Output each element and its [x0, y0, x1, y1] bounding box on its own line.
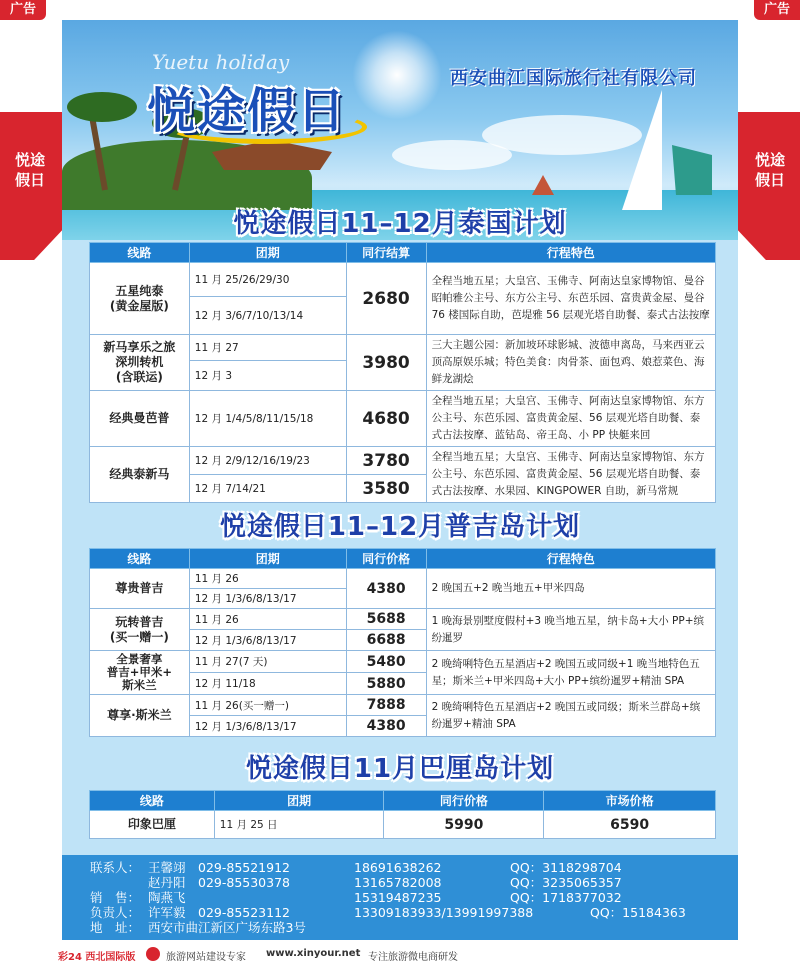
route-name: 印象巴厘	[90, 811, 215, 839]
ad-label-right: 广告	[754, 0, 800, 20]
table-header: 市场价格	[544, 791, 716, 811]
departure-dates: 12 月 1/4/5/8/11/15/18	[189, 391, 346, 447]
table-row	[90, 569, 716, 589]
departure-dates: 12 月 11/18	[189, 673, 346, 695]
ribbon-text-left: 悦途假日	[14, 151, 45, 189]
contact-name: 许军毅	[148, 905, 186, 920]
table-row	[90, 811, 716, 839]
departure-dates: 12 月 3/6/7/10/13/14	[189, 297, 346, 335]
table-header: 行程特色	[426, 549, 715, 569]
table-row	[90, 391, 716, 447]
contact-tel: 029-85530378	[198, 875, 290, 890]
price: 5990	[384, 811, 544, 839]
price: 3580	[346, 475, 426, 503]
table-header: 团期	[214, 791, 384, 811]
page-number: 彩24 西北国际版	[58, 952, 136, 963]
departure-dates: 11 月 26(买一赠一)	[189, 695, 346, 716]
itinerary-features: 三大主题公园：新加坡环球影城、波德申离岛，马来西亚云顶高原娱乐城；特色美食：肉骨茶、面包鸡、娘惹菜色、海鲜龙湖烩	[426, 335, 715, 391]
phuket-table	[89, 548, 716, 737]
price: 3980	[346, 335, 426, 391]
contact-label: 地 址：	[90, 920, 141, 935]
price: 7888	[346, 695, 426, 716]
table-row	[90, 609, 716, 630]
itinerary-features: 全程当地五星；大皇宫、玉佛寺、阿南达皇家博物馆、曼谷昭帕雅公主号、东方公主号、东芭乐园、富贵黄金屋、曼谷 76 楼国际自助，芭堤雅 56 层观光塔自助餐、泰式古法按摩	[426, 263, 715, 335]
footer-url[interactable]: www.xinyour.net	[266, 948, 361, 959]
route-name: 玩转普吉 (买一赠一)	[90, 609, 190, 651]
contact-label: 销 售：	[90, 890, 141, 905]
ribbon-text-right: 悦途假日	[754, 151, 785, 189]
page-footer	[0, 944, 800, 965]
route-name: 全景奢享 普吉+甲米+ 斯米兰	[90, 651, 190, 695]
table-row	[90, 447, 716, 475]
route-name: 新马享乐之旅 深圳转机 (含联运)	[90, 335, 190, 391]
market-price: 6590	[544, 811, 716, 839]
phuket-title: 悦途假日11–12月普吉岛计划	[219, 512, 581, 542]
itinerary-features: 2 晚绮唎特色五星酒店+2 晚国五或同级+1 晚当地特色五星；斯米兰+甲米四岛+大小 PP+缤纷暹罗+精油 SPA	[426, 651, 715, 695]
price: 3780	[346, 447, 426, 475]
departure-dates: 12 月 7/14/21	[189, 475, 346, 503]
route-name: 经典泰新马	[90, 447, 190, 503]
price: 6688	[346, 630, 426, 651]
route-name: 经典曼芭普	[90, 391, 190, 447]
price: 5688	[346, 609, 426, 630]
departure-dates: 11 月 27(7 天)	[189, 651, 346, 673]
route-name: 尊贵普吉	[90, 569, 190, 609]
table-header: 同行价格	[384, 791, 544, 811]
footer-tagline-2: 专注旅游微电商研发	[368, 952, 458, 963]
bali-table	[89, 790, 716, 839]
contact-qq: QQ：15184363	[590, 905, 686, 920]
table-header: 线路	[90, 243, 190, 263]
contact-mobile: 13165782008	[354, 875, 442, 890]
itinerary-features: 2 晚国五+2 晚当地五+甲米四岛	[426, 569, 715, 609]
table-header: 团期	[189, 549, 346, 569]
itinerary-features: 1 晚海景别墅度假村+3 晚当地五星，纳卡岛+大小 PP+缤纷暹罗	[426, 609, 715, 651]
contact-name: 陶燕飞	[148, 890, 186, 905]
table-row	[90, 335, 716, 361]
contact-qq: QQ：3118298704	[510, 860, 622, 875]
table-row	[90, 651, 716, 673]
cloud-graphic	[392, 140, 512, 170]
contact-qq: QQ：1718377032	[510, 890, 622, 905]
company-name: 西安曲江国际旅行社有限公司	[450, 68, 697, 89]
departure-dates: 11 月 26	[189, 609, 346, 630]
table-header: 同行价格	[346, 549, 426, 569]
ad-label-left: 广告	[0, 0, 46, 20]
table-header: 团期	[189, 243, 346, 263]
departure-dates: 12 月 1/3/6/8/13/17	[189, 630, 346, 651]
ad-panel	[62, 20, 738, 940]
palm-leaves-graphic	[67, 92, 137, 122]
price: 5480	[346, 651, 426, 673]
price: 4380	[346, 716, 426, 737]
route-name: 五星纯泰 (黄金屋版)	[90, 263, 190, 335]
departure-dates: 12 月 1/3/6/8/13/17	[189, 716, 346, 737]
sailboat-graphic	[672, 145, 712, 195]
table-header: 同行结算	[346, 243, 426, 263]
thailand-table	[89, 242, 716, 503]
itinerary-features: 全程当地五星；大皇宫、玉佛寺、阿南达皇家博物馆、东方公主号、东芭乐园、富贵黄金屋、56 层观光塔自助餐、泰式古法按摩、水果园、KINGPOWER 自助，新马常规	[426, 447, 715, 503]
price: 5880	[346, 673, 426, 695]
contact-block	[62, 855, 738, 940]
itinerary-features: 2 晚绮唎特色五星酒店+2 晚国五或同级；斯米兰群岛+缤纷暹罗+精油 SPA	[426, 695, 715, 737]
sailboat-graphic	[622, 90, 662, 210]
contact-tel: 029-85523112	[198, 905, 290, 920]
departure-dates: 11 月 26	[189, 569, 346, 589]
route-name: 尊享·斯米兰	[90, 695, 190, 737]
itinerary-features: 全程当地五星；大皇宫、玉佛寺、阿南达皇家博物馆、东方公主号、东芭乐园、富贵黄金屋、56 层观光塔自助餐、泰式古法按摩、蓝钻岛、帝王岛、小 PP 快艇来回	[426, 391, 715, 447]
contact-label: 负责人：	[90, 905, 141, 920]
contact-mobile: 18691638262	[354, 860, 442, 875]
price: 4380	[346, 569, 426, 609]
departure-dates: 11 月 27	[189, 335, 346, 361]
footer-tagline: 旅游网站建设专家	[166, 952, 246, 963]
contact-qq: QQ：3235065357	[510, 875, 622, 890]
table-header: 线路	[90, 549, 190, 569]
table-header: 线路	[90, 791, 215, 811]
contact-name: 王馨翊	[148, 860, 186, 875]
departure-dates: 12 月 1/3/6/8/13/17	[189, 589, 346, 609]
departure-dates: 12 月 3	[189, 361, 346, 391]
departure-dates: 11 月 25/26/29/30	[189, 263, 346, 297]
table-header: 行程特色	[426, 243, 715, 263]
departure-dates: 12 月 2/9/12/16/19/23	[189, 447, 346, 475]
table-row	[90, 263, 716, 297]
contact-tel: 029-85521912	[198, 860, 290, 875]
contact-mobile: 15319487235	[354, 890, 442, 905]
publisher-logo-icon	[146, 947, 160, 961]
contact-name: 赵丹阳	[148, 875, 186, 890]
sailboat-graphic	[532, 175, 554, 195]
contact-address: 西安市曲江新区广场东路3号	[148, 920, 306, 935]
brand-script: Yuetu holiday	[152, 50, 290, 74]
departure-dates: 11 月 25 日	[214, 811, 384, 839]
contact-label: 联系人：	[90, 860, 141, 875]
price: 2680	[346, 263, 426, 335]
price: 4680	[346, 391, 426, 447]
table-row	[90, 695, 716, 716]
bali-title: 悦途假日11月巴厘岛计划	[245, 754, 555, 784]
contact-mobile: 13309183933/13991997388	[354, 905, 534, 920]
brand-title: 悦途假日	[147, 83, 348, 139]
thailand-title: 悦途假日11–12月泰国计划	[233, 209, 567, 239]
brand-logo	[147, 72, 367, 152]
